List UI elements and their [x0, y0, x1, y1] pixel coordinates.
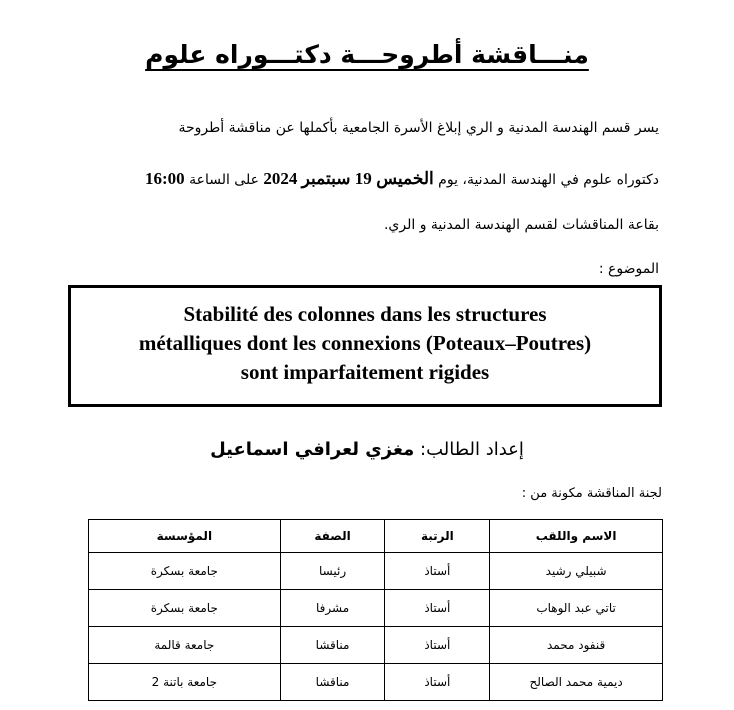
header-institution: المؤسسة	[89, 520, 281, 553]
subject-box	[68, 285, 662, 407]
student-name: مغزي لعرافي اسماعيل	[210, 439, 415, 460]
announcement-line-2-mid: على الساعة	[184, 172, 264, 188]
announcement-line-1: يسر قسم الهندسة المدنية و الري إبلاغ الأسرة الجامعية بأكملها عن مناقشة أطروحة	[178, 120, 659, 136]
member-role: رئيسا	[280, 553, 385, 590]
member-rank: أستاذ	[385, 590, 490, 627]
defense-time: 16:00	[144, 169, 185, 188]
member-name: ديمية محمد الصالح	[490, 664, 663, 701]
member-name: شبيلي رشيد	[490, 553, 663, 590]
member-role: مناقشا	[280, 627, 385, 664]
member-institution: جامعة باتنة 2	[89, 664, 281, 701]
student-line	[0, 439, 734, 460]
member-institution: جامعة بسكرة	[89, 590, 281, 627]
header-rank: الرتبة	[385, 520, 490, 553]
defense-day: الخميس	[376, 169, 434, 188]
table-row	[89, 553, 663, 590]
jury-table-header	[89, 520, 663, 553]
defense-date: 19 سبتمبر 2024	[263, 169, 372, 188]
student-label: إعداد الطالب:	[414, 439, 524, 460]
table-row	[89, 590, 663, 627]
member-rank: أستاذ	[385, 627, 490, 664]
thesis-subject: Stabilité des colonnes dans les structures métalliques dont les connexions (Poteaux–Poutres) sont imparfaitement rigides	[138, 302, 592, 384]
member-name: قنفود محمد	[490, 627, 663, 664]
announcement-line-2-start: دكتوراه علوم في الهندسة المدنية، يوم	[433, 172, 659, 188]
member-name: تاتي عبد الوهاب	[490, 590, 663, 627]
table-row	[89, 664, 663, 701]
page-title: منـــاقشة أطروحـــة دكتـــوراه علوم	[145, 40, 589, 69]
member-rank: أستاذ	[385, 664, 490, 701]
header-name: الاسم واللقب	[490, 520, 663, 553]
committee-label: لجنة المناقشة مكونة من :	[521, 486, 662, 501]
jury-table	[88, 519, 663, 701]
announcement-line-3: بقاعة المناقشات لقسم الهندسة المدنية و الري.	[383, 217, 659, 233]
member-role: مناقشا	[280, 664, 385, 701]
header-role: الصفة	[280, 520, 385, 553]
table-row	[89, 627, 663, 664]
announcement-line-2	[75, 169, 659, 189]
member-institution: جامعة بسكرة	[89, 553, 281, 590]
member-institution: جامعة قالمة	[89, 627, 281, 664]
member-role: مشرفا	[280, 590, 385, 627]
subject-label: الموضوع :	[598, 261, 659, 277]
member-rank: أستاذ	[385, 553, 490, 590]
